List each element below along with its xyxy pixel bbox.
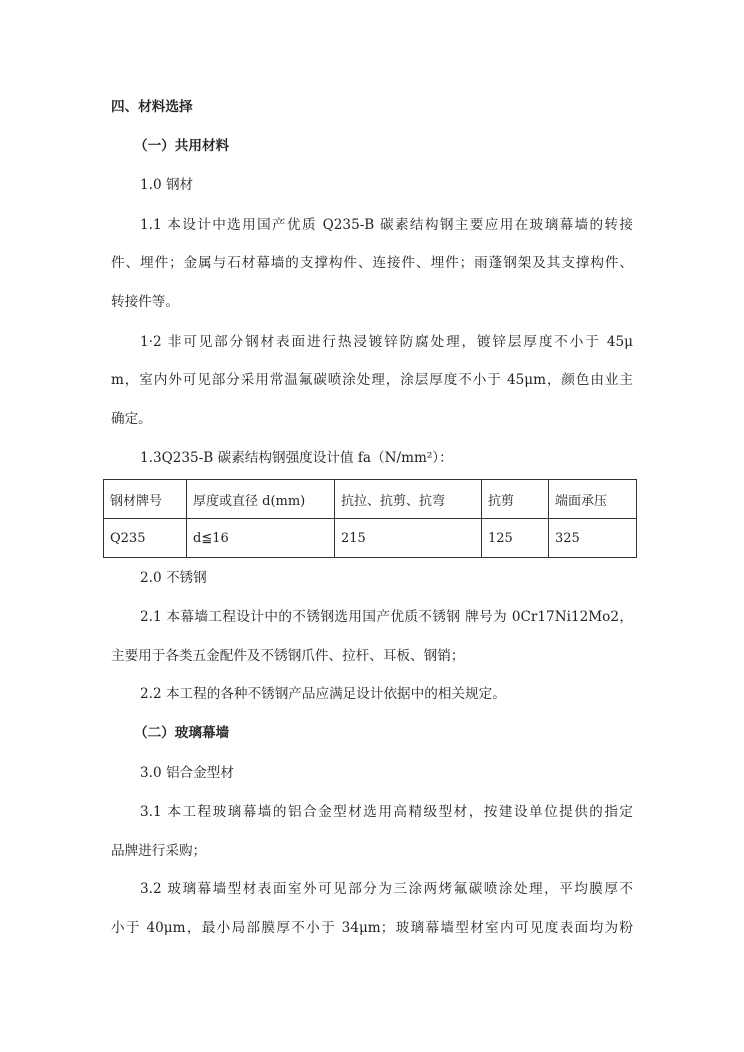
table-cell: 215 — [335, 519, 482, 558]
paragraph-line: 1.1 本设计中选用国产优质 Q235-B 碳素结构钢主要应用在玻璃幕墙的转接 — [140, 217, 633, 233]
paragraph-line: 2.2 本工程的各种不锈钢产品应满足设计依据中的相关规定。 — [140, 686, 506, 702]
table-cell: 325 — [549, 519, 637, 558]
subsection-heading: （一）共用材料 — [134, 138, 230, 154]
paragraph-line: 件、埋件；金属与石材幕墙的支撑构件、连接件、埋件；雨蓬钢架及其支撑构件、 — [111, 255, 633, 271]
item-heading: 2.0 不锈钢 — [140, 570, 207, 586]
steel-strength-table — [103, 479, 637, 558]
table-header-cell: 抗剪 — [482, 480, 549, 519]
paragraph-line: 转接件等。 — [111, 294, 179, 310]
table-header-cell: 钢材牌号 — [104, 480, 187, 519]
table-header-cell: 抗拉、抗剪、抗弯 — [335, 480, 482, 519]
table-cell: 125 — [482, 519, 549, 558]
paragraph-line: 2.1 本幕墙工程设计中的不锈钢选用国产优质不锈钢 牌号为 0Cr17Ni12Mo2， — [140, 609, 633, 625]
paragraph-line: 主要用于各类五金配件及不锈钢爪件、拉杆、耳板、钢销； — [111, 648, 465, 664]
table-header-cell: 端面承压 — [549, 480, 637, 519]
table-header-cell: 厚度或直径 d(mm) — [187, 480, 335, 519]
table-cell: Q235 — [104, 519, 187, 558]
paragraph-line: 3.2 玻璃幕墙型材表面室外可见部分为三涂两烤氟碳喷涂处理，平均膜厚不 — [140, 881, 633, 897]
paragraph-line: 1.3Q235-B 碳素结构钢强度设计值 fa（N/mm²）： — [140, 450, 453, 466]
table-header-row — [104, 480, 637, 519]
paragraph-line: m，室内外可见部分采用常温氟碳喷涂处理，涂层厚度不小于 45μm，颜色由业主 — [111, 372, 633, 388]
item-heading: 3.0 铝合金型材 — [140, 765, 234, 781]
subsection-heading: （二）玻璃幕墙 — [134, 725, 230, 741]
paragraph-line: 确定。 — [111, 411, 152, 427]
item-heading: 1.0 钢材 — [140, 177, 194, 193]
paragraph-line: 1·2 非可见部分钢材表面进行热浸镀锌防腐处理，镀锌层厚度不小于 45μ — [140, 334, 633, 350]
table-cell: d≦16 — [187, 519, 335, 558]
paragraph-line: 品牌进行采购； — [111, 843, 207, 859]
paragraph-line: 小于 40μm，最小局部膜厚不小于 34μm；玻璃幕墙型材室内可见度表面均为粉 — [111, 920, 633, 936]
section-heading: 四、材料选择 — [111, 99, 193, 115]
paragraph-line: 3.1 本工程玻璃幕墙的铝合金型材选用高精级型材，按建设单位提供的指定 — [140, 804, 633, 820]
table-row — [104, 519, 637, 558]
